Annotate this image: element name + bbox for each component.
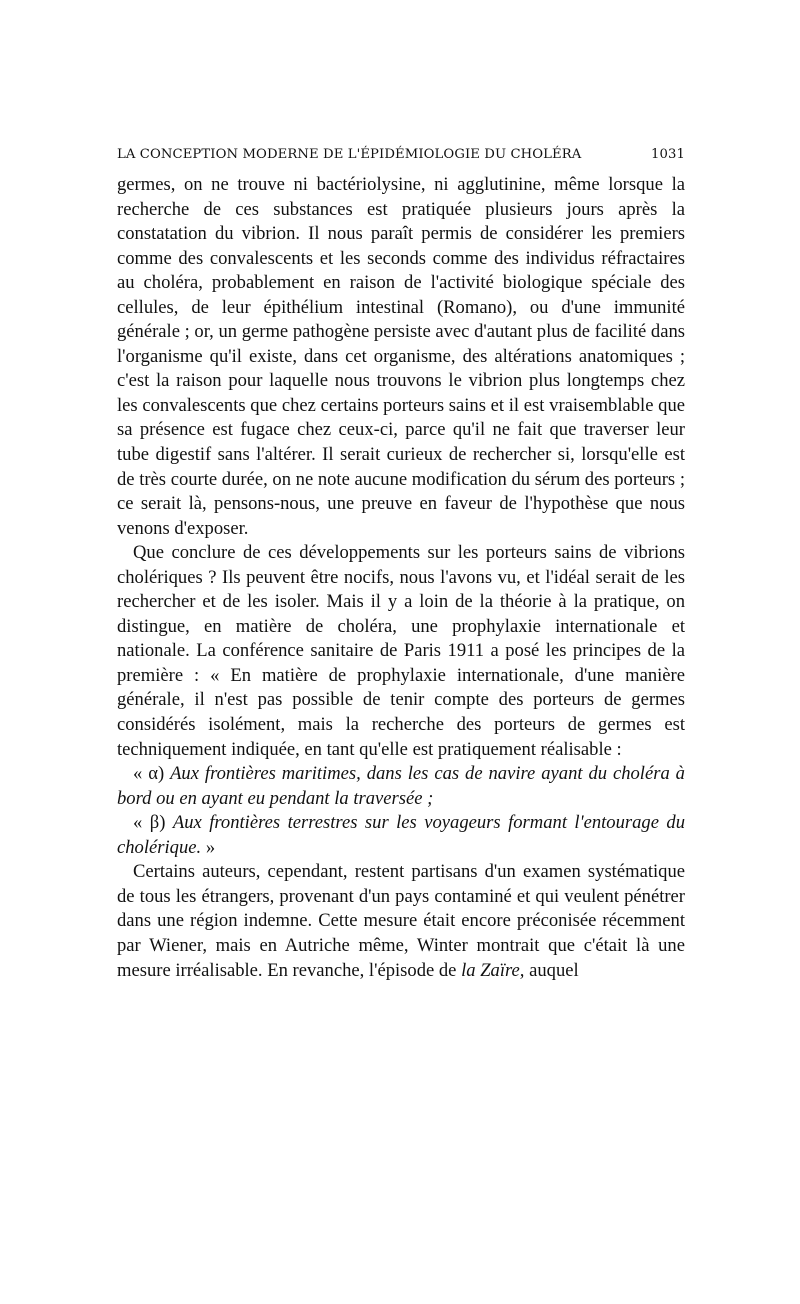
- quote-close: »: [205, 836, 216, 858]
- paragraph-3-text: Certains auteurs, cependant, restent partisans d'un examen systématique de tous les étrangers, provenant d'un pays contaminé et qui veulent pénétrer dans une région indemne. Cette mesure était encore préconisée récemment par Wiener, mais en Autriche même, Winter montrait que c'était là une mesure irréalisable. En revanche, l'épisode de: [117, 861, 685, 981]
- page-number: 1031: [651, 147, 685, 162]
- quote-alpha: [117, 762, 685, 811]
- quote-alpha-text: Aux frontières maritimes, dans les cas de navire ayant du choléra à bord ou en ayant eu pendant la traversée ;: [117, 763, 685, 809]
- quote-beta-marker: « β): [133, 812, 166, 834]
- running-head: [117, 143, 685, 173]
- running-head-title: LA CONCEPTION MODERNE DE L'ÉPIDÉMIOLOGIE DU CHOLÉRA: [117, 147, 582, 162]
- quote-alpha-marker: « α): [133, 763, 165, 785]
- book-page: [117, 143, 685, 983]
- paragraph-3: [117, 860, 685, 983]
- ship-name: la Zaïre,: [461, 959, 525, 981]
- paragraph-1: germes, on ne trouve ni bactériolysine, ni agglutinine, même lorsque la recherche de ces substances est pratiquée plusieurs jours après la constatation du vibrion. Il nous paraît permis de considérer les premiers comme des convalescents et les seconds comme des individus réfractaires au choléra, probablement en raison de l'activité biologique spéciale des cellules, de leur épithélium intestinal (Romano), ou d'une immunité générale ; or, un germe pathogène persiste avec d'autant plus de facilité dans l'organisme qu'il existe, dans cet organisme, des altérations anatomiques ; c'est la raison pour laquelle nous trouvons le vibrion plus longtemps chez les convalescents que chez certains porteurs sains et il est vraisemblable que sa présence est fugace chez ceux-ci, parce qu'il ne fait que traverser leur tube digestif sans l'altérer. Il serait curieux de rechercher si, lorsqu'elle est de très courte durée, on ne note aucune modification du sérum des porteurs ; ce serait là, pensons-nous, une preuve en faveur de l'hypothèse que nous venons d'exposer.: [117, 174, 685, 539]
- quote-beta-text: Aux frontières terrestres sur les voyageurs formant l'entourage du cholérique.: [117, 812, 685, 858]
- body-text: [117, 173, 685, 983]
- paragraph-2: Que conclure de ces développements sur les porteurs sains de vibrions cholériques ? Ils peuvent être nocifs, nous l'avons vu, et l'idéal serait de les rechercher et de les isoler. Mais il y a loin de la théorie à la pratique, on distingue, en matière de choléra, une prophylaxie internationale et nationale. La conférence sanitaire de Paris 1911 a posé les principes de la première : « En matière de prophylaxie internationale, d'une manière générale, il n'est pas possible de tenir compte des porteurs de germes considérés isolément, mais la recherche des porteurs de germes est techniquement indiquée, en tant qu'elle est pratiquement réalisable :: [117, 542, 685, 760]
- paragraph-3-end: auquel: [529, 959, 579, 981]
- quote-beta: [117, 811, 685, 860]
